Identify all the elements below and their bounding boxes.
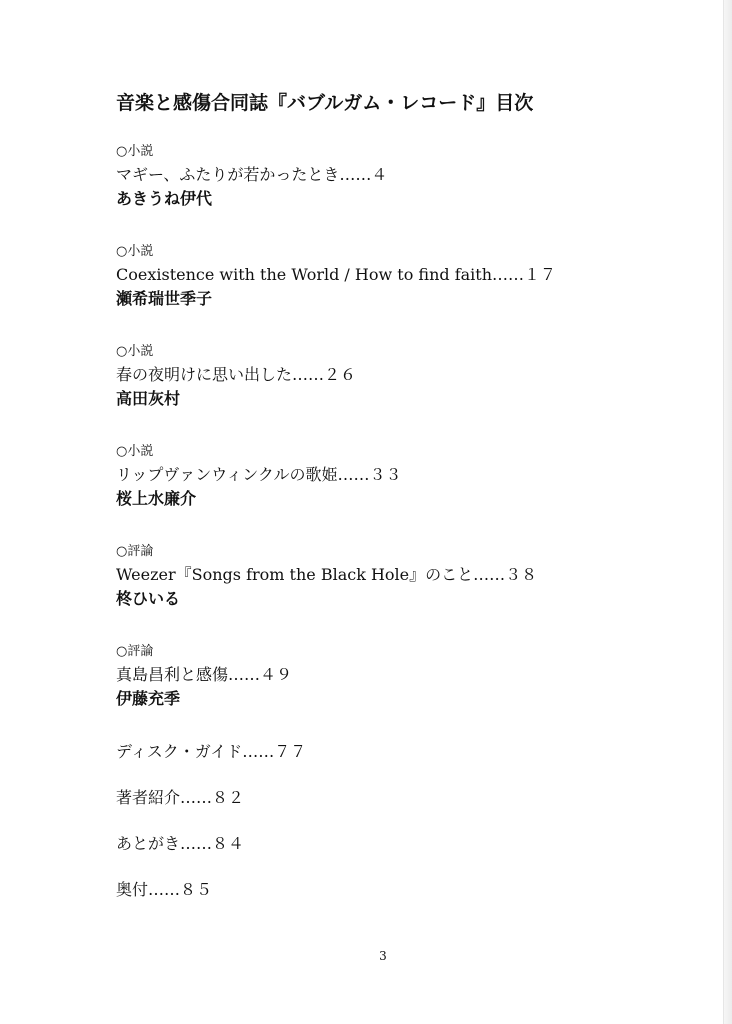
entry-category: ○小説 — [116, 144, 154, 159]
page-title: 音楽と感傷合同誌『バブルガム・レコード』目次 — [116, 92, 534, 114]
entry-author: 柊ひいる — [116, 589, 181, 608]
page-number: 3 — [379, 949, 387, 963]
toc-entry — [116, 444, 706, 511]
entry-title: Weezer『Songs from the Black Hole』のこと……３８ — [116, 565, 538, 584]
entry-author: 桜上水廉介 — [116, 489, 197, 508]
entry-title: リップヴァンウィンクルの歌姫……３３ — [116, 465, 402, 484]
entry-title: Coexistence with the World / How to find faith……１７ — [116, 265, 557, 284]
entry-author: あきうね伊代 — [116, 189, 213, 208]
entry-author: 瀬希瑞世季子 — [116, 289, 213, 308]
entry-author: 伊藤充季 — [116, 689, 181, 708]
entry-title: 春の夜明けに思い出した……２６ — [116, 365, 357, 384]
table-of-contents — [116, 88, 706, 924]
toc-extra-entry: 奥付……８５ — [116, 880, 213, 899]
toc-entry — [116, 644, 706, 711]
toc-extra-entry: ディスク・ガイド……７７ — [116, 742, 307, 761]
toc-entry — [116, 244, 706, 311]
entry-category: ○小説 — [116, 444, 154, 459]
entry-title: マギー、ふたりが若かったとき……４ — [116, 165, 388, 184]
toc-entry — [116, 144, 706, 211]
entry-category: ○評論 — [116, 544, 154, 559]
toc-entry — [116, 544, 706, 611]
entry-category: ○評論 — [116, 644, 154, 659]
toc-extra-entry: 著者紹介……８２ — [116, 788, 245, 807]
toc-extra-entry: あとがき……８４ — [116, 834, 245, 853]
toc-entry — [116, 344, 706, 411]
entry-category: ○小説 — [116, 244, 154, 259]
entry-category: ○小説 — [116, 344, 154, 359]
entry-title: 真島昌利と感傷……４９ — [116, 665, 293, 684]
page-edge — [723, 0, 732, 1024]
entry-author: 高田灰村 — [116, 389, 181, 408]
